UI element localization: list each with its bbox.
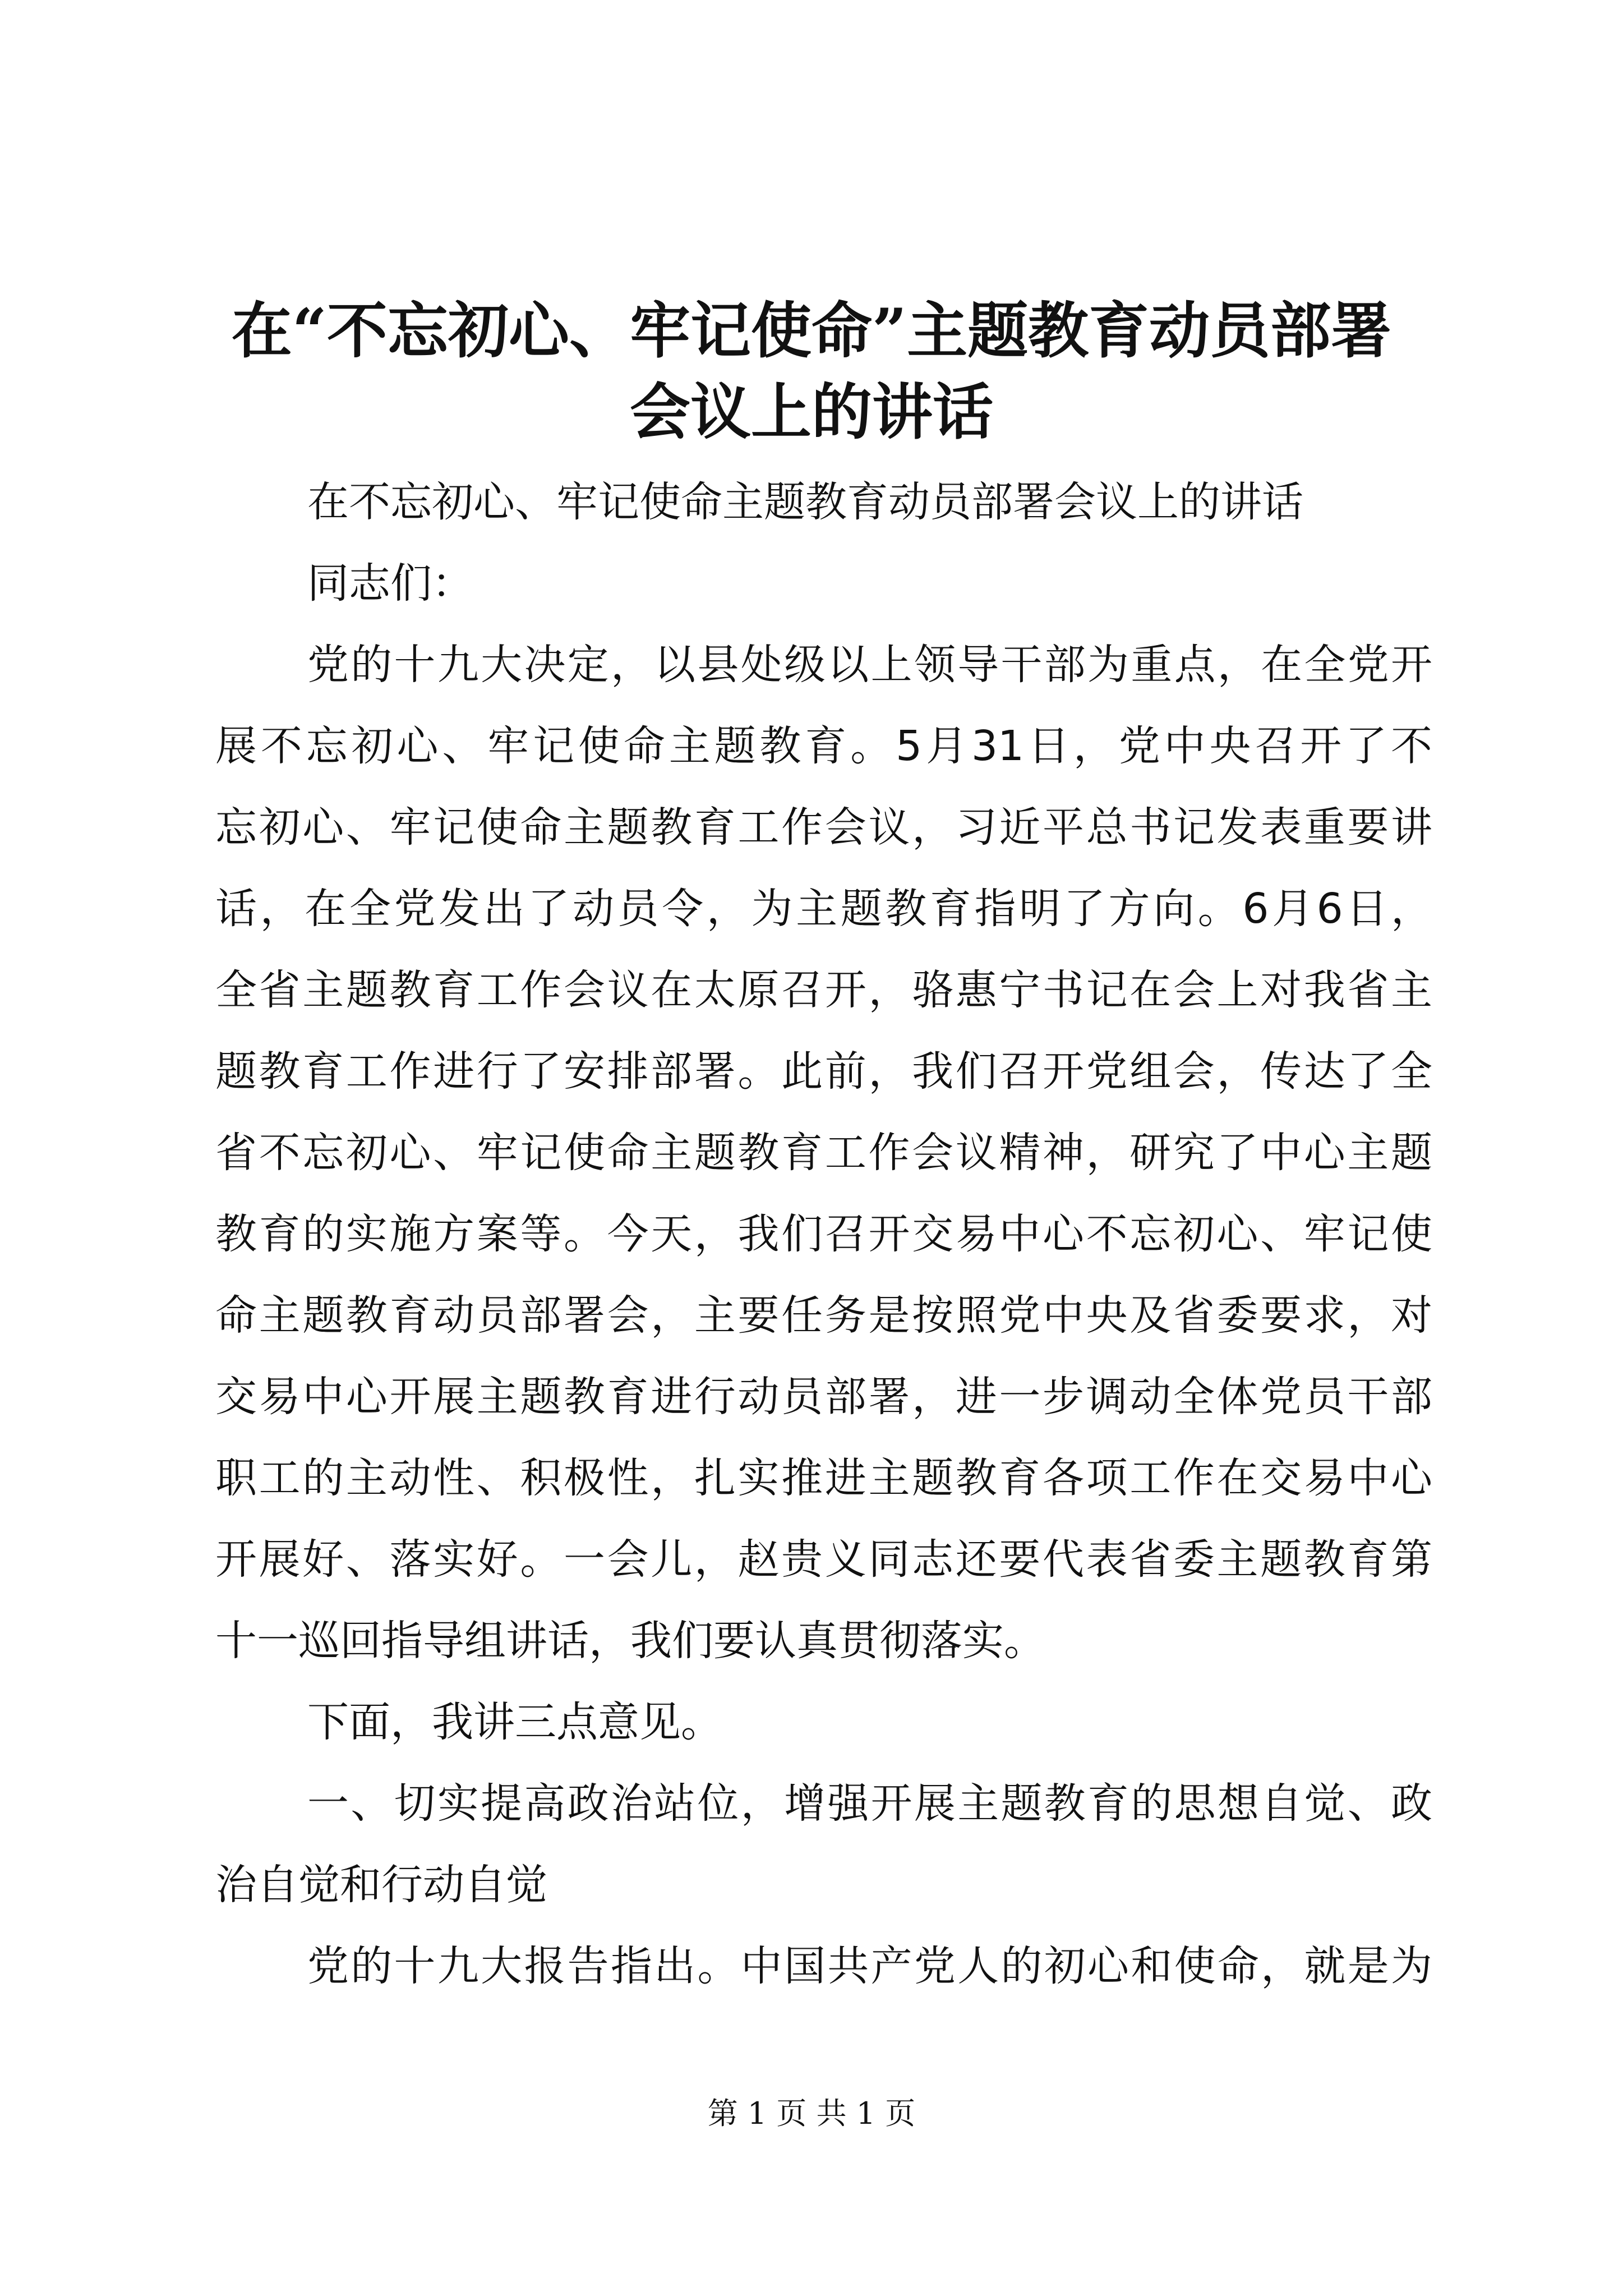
page-footer: 第 1 页 共 1 页: [707, 2096, 916, 2131]
subtitle-line: 在不忘初心、牢记使命主题教育动员部署会议上的讲话: [307, 478, 1303, 526]
paragraph-line: 教育的实施方案等。今天，我们召开交易中心不忘初心、牢记使: [215, 1210, 1432, 1258]
paragraph-line: 交易中心开展主题教育进行动员部署，进一步调动全体党员干部: [215, 1373, 1432, 1421]
paragraph-line: 命主题教育动员部署会，主要任务是按照党中央及省委要求，对: [215, 1291, 1432, 1340]
salutation-line: 同志们：: [307, 559, 473, 608]
paragraph-line: 十一巡回指导组讲话，我们要认真贯彻落实。: [215, 1617, 1045, 1665]
section-heading-line: 一、切实提高政治站位，增强开展主题教育的思想自觉、政: [307, 1779, 1432, 1828]
document-title-line-1: 在“不忘初心、牢记使命”主题教育动员部署: [231, 296, 1392, 366]
section-heading-line: 治自觉和行动自觉: [215, 1861, 547, 1909]
paragraph-line: 党的十九大报告指出。中国共产党人的初心和使命，就是为: [307, 1942, 1432, 1990]
paragraph-line: 全省主题教育工作会议在太原召开，骆惠宁书记在会上对我省主: [215, 966, 1432, 1014]
paragraph-line: 开展好、落实好。一会儿，赵贵义同志还要代表省委主题教育第: [215, 1535, 1432, 1584]
paragraph-line: 职工的主动性、积极性，扎实推进主题教育各项工作在交易中心: [215, 1454, 1432, 1502]
document-title-line-2: 会议上的讲话: [629, 377, 993, 448]
paragraph-line: 展不忘初心、牢记使命主题教育。5月31日，党中央召开了不: [215, 722, 1432, 770]
paragraph-line: 省不忘初心、牢记使命主题教育工作会议精神，研究了中心主题: [215, 1129, 1432, 1177]
paragraph-line: 题教育工作进行了安排部署。此前，我们召开党组会，传达了全: [215, 1047, 1432, 1096]
paragraph-line: 下面，我讲三点意见。: [307, 1698, 722, 1746]
paragraph-line: 忘初心、牢记使命主题教育工作会议，习近平总书记发表重要讲: [215, 803, 1432, 852]
paragraph-line: 党的十九大决定，以县处级以上领导干部为重点，在全党开: [307, 641, 1432, 689]
paragraph-line: 话，在全党发出了动员令，为主题教育指明了方向。6月6日，: [215, 885, 1432, 933]
